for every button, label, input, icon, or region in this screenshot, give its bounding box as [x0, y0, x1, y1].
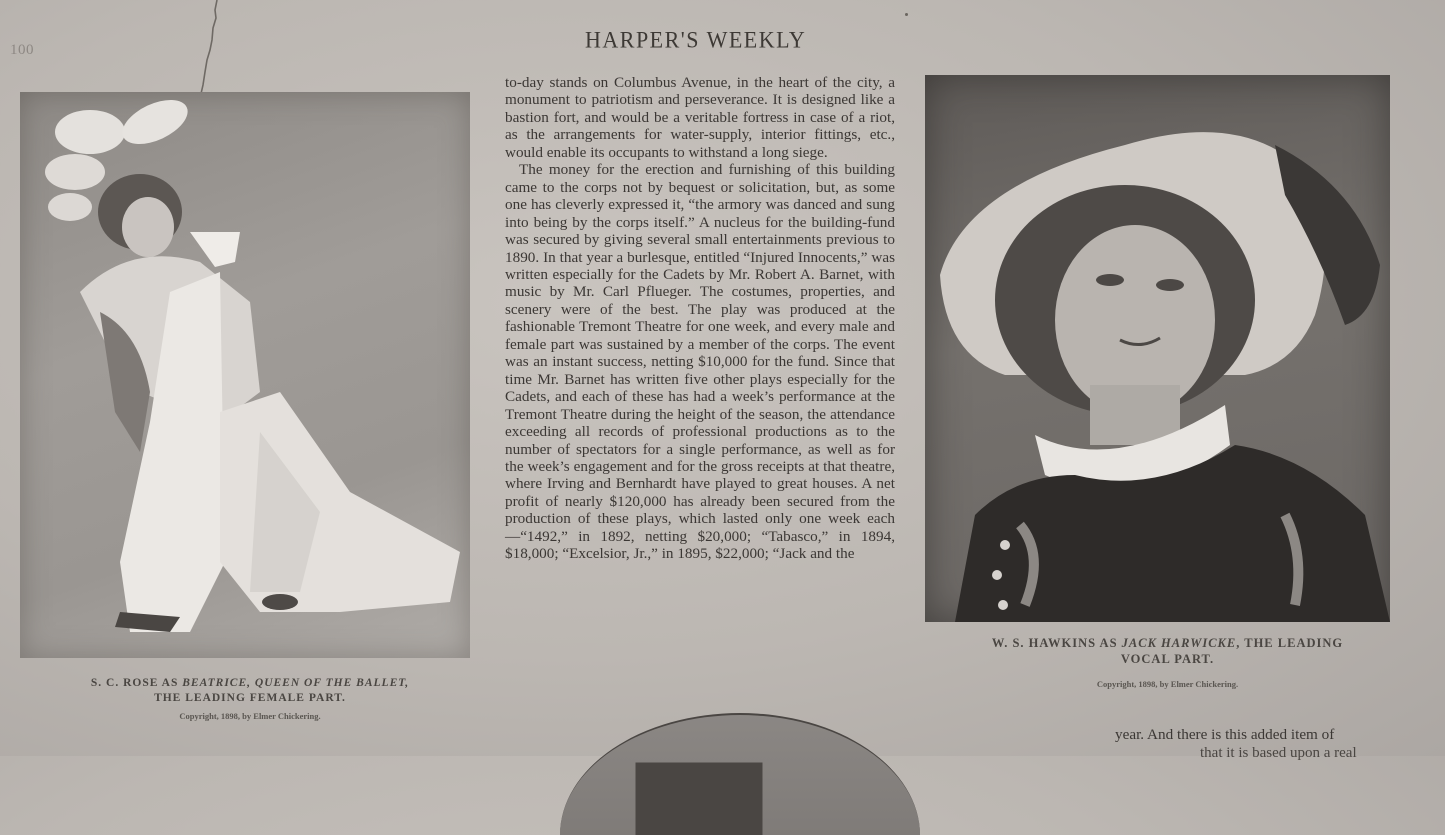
copyright-left: Copyright, 1898, by Elmer Chickering. [179, 711, 321, 721]
copyright-right: Copyright, 1898, by Elmer Chickering. [1096, 679, 1239, 689]
figure-illustration [925, 75, 1390, 622]
article-paragraph-2: The money for the erection and furnishing of this building came to the corps not by bequest or solicitation, but, as some one has cleverly expressed it, “the armory was danced and sung into being by the corps itself.” A nucleus for the building-fund was secured by giving several small entertainments previous to 1890. In that year a burlesque, entitled “Injured Innocents,” was written especially for the Cadets by Mr. Robert A. Barnet, with music by Mr. Carl Pflueger. The costumes, properties, and scenery were of the best. The play was produced at the fashionable Tremont Theatre for one week, and every male and female part was sustained by a member of the corps. The event was an instant success, netting $10,000 for the fund. Since that time Mr. Barnet has written five other plays especially for the Cadets, and each of these has had a week’s performance at the Tremont Theatre during the height of the season, the attendance exceeding all records of professional productions as to the number of spectators for a single performance, as well as for the week’s engagement and for the gross receipts at that theatre, where Irving and Bernhardt have played to great houses. A net profit of nearly $120,000 has already been secured from the production of these plays, which lasted only one week each—“1492,” in 1892, netting $20,000; “Tabasco,” in 1894, $18,000; “Excelsior, Jr.,” in 1895, $22,000; “Jack and the [505, 161, 895, 563]
caption-right-post: , THE LEADING [1236, 636, 1344, 650]
photo-s-c-rose-beatrice [20, 92, 470, 658]
article-paragraph-1: to-day stands on Columbus Avenue, in the heart of the city, a monument to patriotism and perseverance. It is designed like a bastion fort, and would be a veritable fortress in case of a riot, as the arrangements for water-supply, interior fittings, etc., would enable its occupants to withstand a long siege. [505, 74, 895, 161]
caption-left [30, 676, 470, 706]
article-column [505, 74, 895, 563]
caption-right-name: W. S. HAWKINS AS [991, 636, 1122, 650]
masthead: HARPER'S WEEKLY [585, 26, 807, 53]
caption-right-role: JACK HARWICKE [1121, 636, 1237, 650]
caption-left-line2: THE LEADING FEMALE PART. [154, 692, 346, 704]
caption-right [945, 635, 1390, 667]
photo-oval-bottom [560, 713, 920, 835]
ink-speck [905, 13, 908, 16]
article-continuation: year. And there is this added item of [1115, 726, 1335, 743]
caption-left-name: S. C. ROSE AS [90, 677, 183, 689]
page-number: 100 [10, 42, 34, 58]
article-continuation-partial: that it is based upon a real [1200, 745, 1357, 761]
caption-right-line2: VOCAL PART. [1120, 652, 1215, 666]
caption-left-role: BEATRICE, QUEEN OF THE BALLET, [182, 677, 410, 689]
figure-illustration [20, 92, 470, 658]
photo-w-s-hawkins-jack-harwicke [925, 75, 1390, 622]
